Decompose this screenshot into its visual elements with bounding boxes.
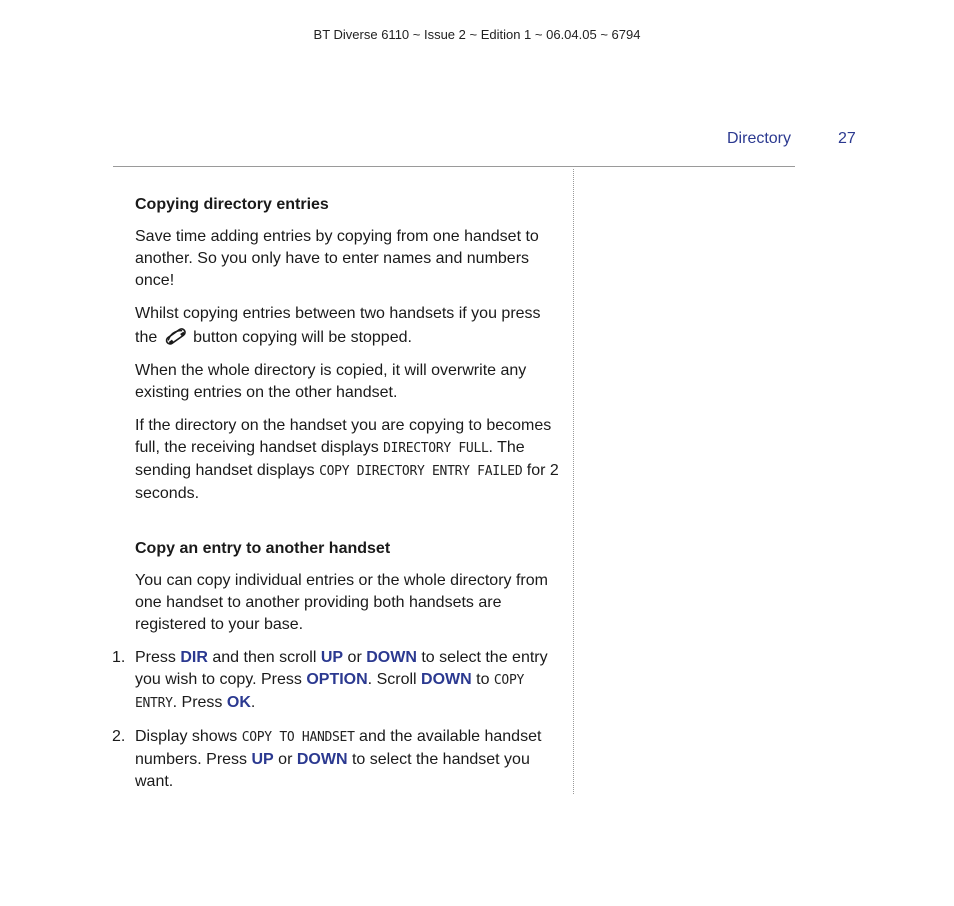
paragraph-directory-full: If the directory on the handset you are copying to becomes full, the receiving handset displays DIRECTORY FULL. The sending handset displays COPY DIRECTORY ENTRY FAILED for 2 seconds. [135, 417, 559, 502]
key-down: DOWN [366, 649, 417, 666]
document-meta-header: BT Diverse 6110 ~ Issue 2 ~ Edition 1 ~ 06.04.05 ~ 6794 [313, 27, 641, 42]
column-divider [573, 169, 574, 794]
list-item: 1. Press DIR and then scroll UP or DOWN to select the entry you wish to copy. Press OPTION. Scroll DOWN to COPY ENTRY. Press OK. [112, 649, 548, 711]
paragraph-overwrite: When the whole directory is copied, it will overwrite any existing entries on the other handset. [135, 362, 527, 401]
lcd-text-copy-failed: COPY DIRECTORY ENTRY FAILED [319, 464, 523, 479]
lcd-text-directory-full: DIRECTORY FULL [383, 441, 489, 456]
paragraph-copy-intro: You can copy individual entries or the whole directory from one handset to another providing both handsets are registered to your base. [135, 572, 548, 633]
lcd-text-copy-to-handset: COPY TO HANDSET [241, 730, 355, 745]
section-heading-copy-entry: Copy an entry to another handset [135, 540, 391, 557]
key-ok: OK [226, 694, 251, 711]
running-head-section: Directory [727, 130, 792, 147]
list-item: 2. Display shows COPY TO HANDSET and the available handset numbers. Press UP or DOWN to select the handset you want. [112, 728, 542, 790]
page-number: 27 [838, 130, 856, 147]
paragraph-intro: Save time adding entries by copying from one handset to another. So you only have to enter names and numbers once! [135, 228, 539, 289]
key-up: UP [251, 751, 274, 768]
step-number: 2. [112, 728, 126, 745]
section-heading-copying: Copying directory entries [135, 196, 329, 213]
lcd-text-copy-entry: COPY ENTRY [135, 673, 525, 711]
key-dir: DIR [180, 649, 208, 666]
key-down: DOWN [421, 671, 472, 688]
key-down: DOWN [296, 751, 348, 768]
key-option: OPTION [306, 671, 368, 688]
main-column [112, 194, 560, 804]
key-up: UP [320, 649, 344, 666]
end-call-icon [162, 325, 189, 347]
paragraph-stop-copying: Whilst copying entries between two handsets if you press the button copying will be stopped. [135, 305, 541, 346]
step-number: 1. [112, 649, 126, 666]
header-rule [113, 166, 795, 167]
section-spacer [135, 516, 560, 538]
steps-list [112, 647, 560, 793]
